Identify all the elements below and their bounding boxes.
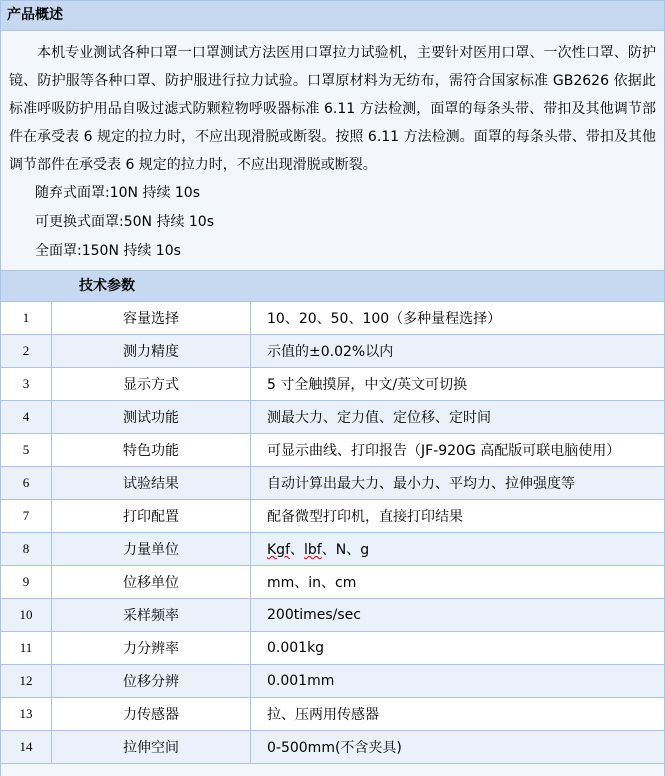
row-number: 14 bbox=[1, 731, 52, 764]
row-number: 12 bbox=[1, 665, 52, 698]
row-number: 13 bbox=[1, 698, 52, 731]
table-row bbox=[1, 731, 664, 764]
param-name: 拉伸空间 bbox=[52, 731, 251, 764]
param-name: 容量选择 bbox=[52, 302, 251, 335]
row-number: 9 bbox=[1, 566, 52, 599]
param-name: 力分辨率 bbox=[52, 632, 251, 665]
row-number: 2 bbox=[1, 335, 52, 368]
tech-params-heading: 技术参数 bbox=[1, 270, 664, 302]
overview-section bbox=[1, 31, 664, 270]
table-row bbox=[1, 467, 664, 500]
param-name: 力量单位 bbox=[52, 533, 251, 566]
spec-line-disposable: 随弃式面罩:10N 持续 10s bbox=[35, 185, 201, 201]
table-row bbox=[1, 698, 664, 731]
unit-rest: 、N、g bbox=[321, 542, 370, 558]
unit-separator: 、 bbox=[290, 542, 304, 558]
table-row bbox=[1, 368, 664, 401]
param-value: 配备微型打印机，直接打印结果 bbox=[251, 500, 665, 533]
table-row bbox=[1, 302, 664, 335]
param-name: 力传感器 bbox=[52, 698, 251, 731]
param-value: 可显示曲线、打印报告（JF-920G 高配版可联电脑使用） bbox=[251, 434, 665, 467]
table-row bbox=[1, 632, 664, 665]
param-name: 位移单位 bbox=[52, 566, 251, 599]
overview-heading: 产品概述 bbox=[1, 0, 664, 31]
param-name: 打印配置 bbox=[52, 500, 251, 533]
row-number: 7 bbox=[1, 500, 52, 533]
table-row bbox=[1, 566, 664, 599]
row-number: 6 bbox=[1, 467, 52, 500]
param-name: 测力精度 bbox=[52, 335, 251, 368]
param-value: 拉、压两用传感器 bbox=[251, 698, 665, 731]
param-value: 10、20、50、100（多种量程选择） bbox=[251, 302, 665, 335]
table-row bbox=[1, 599, 664, 632]
row-number: 3 bbox=[1, 368, 52, 401]
row-number: 8 bbox=[1, 533, 52, 566]
param-value: 自动计算出最大力、最小力、平均力、拉伸强度等 bbox=[251, 467, 665, 500]
param-name: 试验结果 bbox=[52, 467, 251, 500]
param-value: 5 寸全触摸屏，中文/英文可切换 bbox=[251, 368, 665, 401]
param-name: 特色功能 bbox=[52, 434, 251, 467]
param-name: 显示方式 bbox=[52, 368, 251, 401]
table-row bbox=[1, 434, 664, 467]
table-row bbox=[1, 335, 664, 368]
param-name: 采样频率 bbox=[52, 599, 251, 632]
param-value: 0-500mm(不含夹具) bbox=[251, 731, 665, 764]
param-value: 0.001mm bbox=[251, 665, 665, 698]
table-row bbox=[1, 533, 664, 566]
tech-params-table bbox=[1, 302, 664, 764]
spec-line-full-face: 全面罩:150N 持续 10s bbox=[35, 243, 181, 259]
row-number: 5 bbox=[1, 434, 52, 467]
row-number: 10 bbox=[1, 599, 52, 632]
unit-lbf: lbf bbox=[304, 542, 322, 558]
param-value: mm、in、cm bbox=[251, 566, 665, 599]
param-name: 测试功能 bbox=[52, 401, 251, 434]
row-number: 1 bbox=[1, 302, 52, 335]
unit-kgf: Kgf bbox=[267, 542, 290, 558]
param-value: 示值的±0.02%以内 bbox=[251, 335, 665, 368]
param-value: 0.001kg bbox=[251, 632, 665, 665]
param-value bbox=[251, 533, 665, 566]
row-number: 4 bbox=[1, 401, 52, 434]
param-value: 200times/sec bbox=[251, 599, 665, 632]
row-number: 11 bbox=[1, 632, 52, 665]
table-row bbox=[1, 401, 664, 434]
table-row bbox=[1, 500, 664, 533]
overview-paragraph: 本机专业测试各种口罩一口罩测试方法医用口罩拉力试验机，主要针对医用口罩、一次性口罩、防护镜、防护服等各种口罩、防护服进行拉力试验。口罩原材料为无纺布，需符合国家标准 GB2626 依据此标准呼吸防护用品自吸过滤式防颗粒物呼吸器标准 6.11 方法检测，面罩的每条头带、带扣及其他调节部件在承受表 6 规定的拉力时，不应出现滑脱或断裂。按照 6.11 方法检测。面罩的每条头带、带扣及其他调节部件在承受表 6 规定的拉力时，不应出现滑脱或断裂。 bbox=[9, 45, 656, 173]
table-row bbox=[1, 665, 664, 698]
spec-line-replaceable: 可更换式面罩:50N 持续 10s bbox=[35, 214, 215, 230]
param-name: 位移分辨 bbox=[52, 665, 251, 698]
param-value: 测最大力、定力值、定位移、定时间 bbox=[251, 401, 665, 434]
